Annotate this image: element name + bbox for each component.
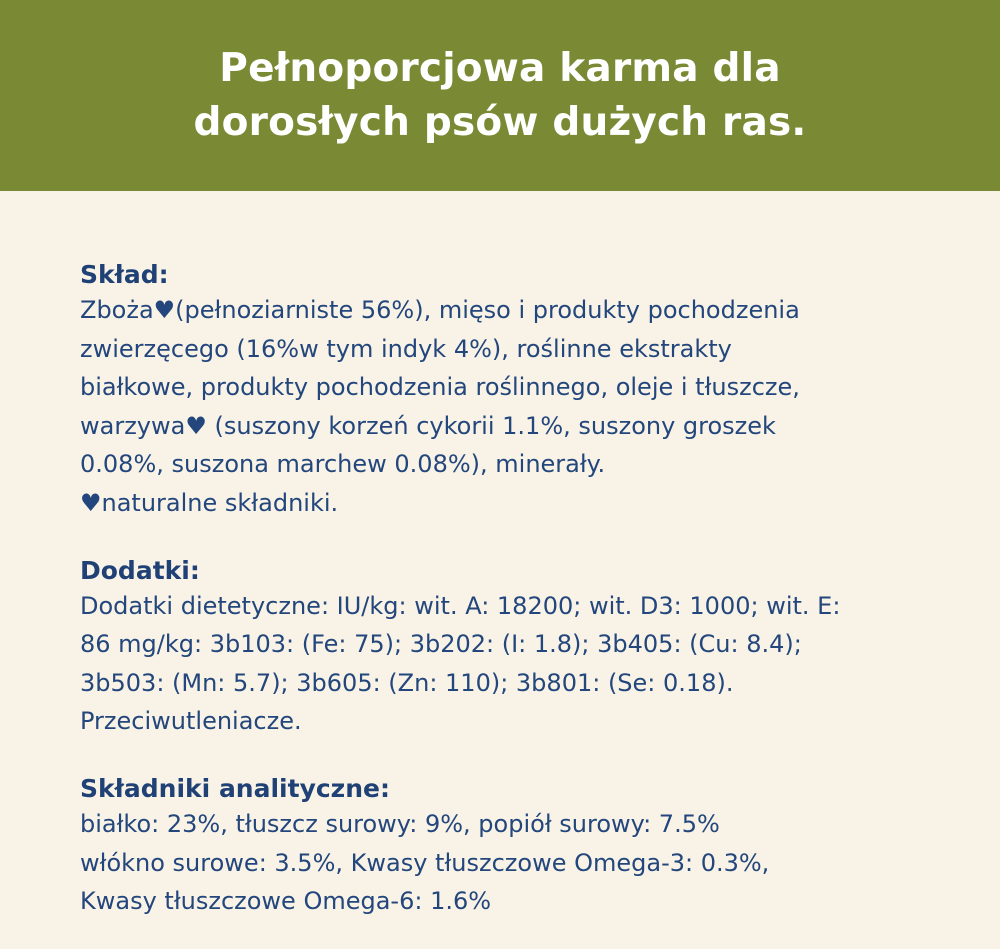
- product-info: [80, 258, 960, 921]
- composition-text: Zboża♥(pełnoziarniste 56%), mięso i produkty pochodzenia zwierzęcego (16%w tym indyk 4%), roślinne ekstrakty białkowe, produkty pochodzenia roślinnego, oleje i tłuszcze, warzywa♥ (suszony korzeń cykorii 1.1%, suszony groszek 0.08%, suszona marchew 0.08%), minerały. ♥naturalne składniki.: [80, 296, 800, 517]
- composition-heading: Skład:: [80, 260, 169, 289]
- header-banner: [0, 0, 1000, 191]
- page-title: Pełnoporcjowa karma dla dorosłych psów dużych ras.: [193, 45, 807, 145]
- additives-heading: Dodatki:: [80, 555, 200, 585]
- additives-text: Dodatki dietetyczne: IU/kg: wit. A: 18200; wit. D3: 1000; wit. E: 86 mg/kg: 3b103: (Fe: 75); 3b202: (I: 1.8); 3b405: (Cu: 8.4); 3b503: (Mn: 5.7); 3b605: (Zn: 110); 3b801: (Se: 0.18). Przeciwutleniacze.: [80, 591, 841, 736]
- analytical-constituents-text: białko: 23%, tłuszcz surowy: 9%, popiół surowy: 7.5% włókno surowe: 3.5%, Kwasy tłuszczowe Omega-3: 0.3%, Kwasy tłuszczowe Omega-6: 1.6%: [80, 809, 770, 916]
- analytical-constituents-section: [80, 772, 960, 921]
- analytical-constituents-heading: Składniki analityczne:: [80, 773, 390, 803]
- additives-section: [80, 554, 960, 741]
- composition-section: [80, 258, 960, 523]
